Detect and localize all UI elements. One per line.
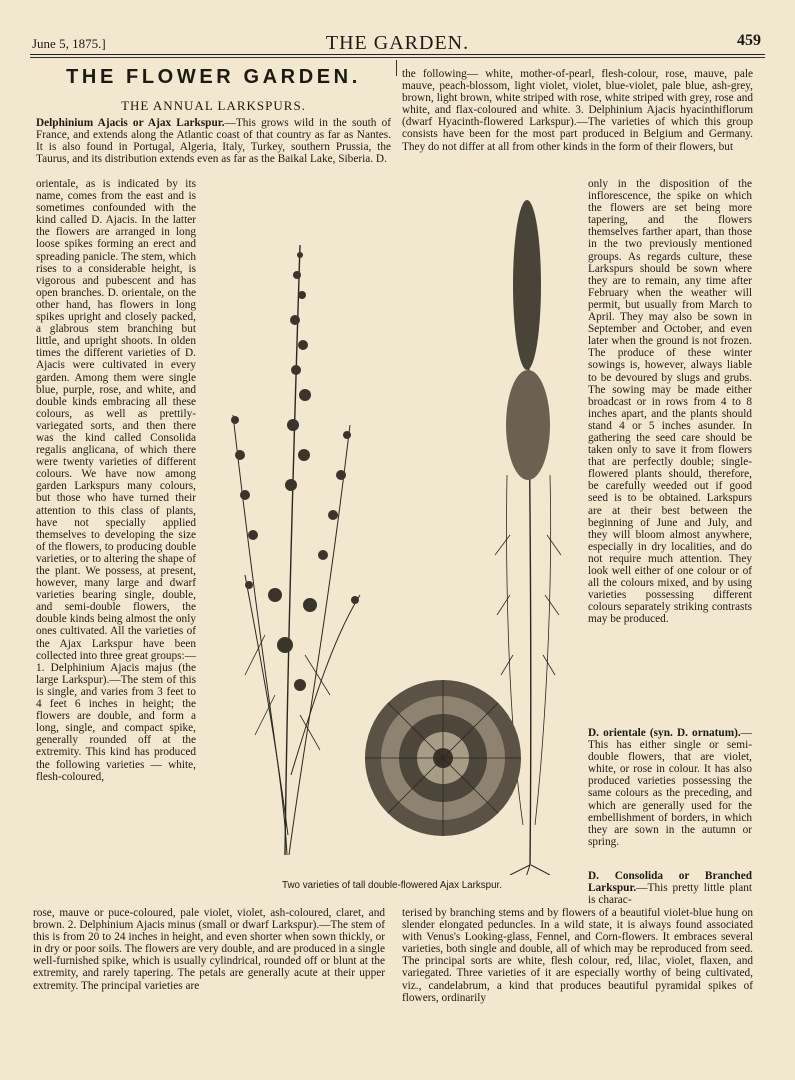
- section-title: THE FLOWER GARDEN.: [66, 66, 361, 88]
- consolida-lead: D. Consolida or Branched Larkspur.: [588, 870, 752, 895]
- orientale-paragraph: [588, 727, 752, 848]
- intro-text: —This grows wild in the south of France, and extends along the Atlantic coast of that country as far as Nantes. It is also found in Portugal, Algeria, Italy, Turkey, southern Prussia, the Taurus, and its distribution extends even as far as the Baikal Lake, Siberia. D.: [36, 117, 391, 166]
- left-column-text: orientale, as is indicated by its name, comes from the east and is sometimes confounded with the kind called D. Ajacis. In the latter the flowers are arranged in long loose spikes forming an erect and spreading panicle. The stem, which rises to a considerable height, is vigorous and pubescent and has open branches. D. orientale, on the other hand, has flowers in long spikes upright and closely packed, a glabrous stem branching but little, and upright shoots. In olden times the different varieties of D. Ajacis were cultivated in every garden. Among them were single blue, purple, rose, and white, and double kinds embracing all these colours, as well as prettily-variegated sorts, and then there was the kind called Consolida regalis anglicana, of which there were twenty varieties of different colours. We have now among garden Larkspurs many colours, but those who have turned their attention to this class of plants, have not specially applied themselves to developing the size of the flowers, to producing double varieties, or to altering the shape of the plant. We possess, at present, however, many large and dwarf varieties bearing single, double, and semi-double flowers, the double kinds being almost the only ones cultivated. All the varieties of the Ajax Larkspur have been collected into three great groups:— 1. Delphinium Ajacis majus (the large Larkspur).—The stem of this is single, and varies from 3 feet to 4 feet 6 inches in height; the flowers are double, and form a long, single, and compact spike, generally rounded off at the extremity. This kind has produced the following varieties — white, flesh-coloured,: [36, 178, 196, 783]
- intro-lead: Delphinium Ajacis or Ajax Larkspur.: [36, 117, 225, 129]
- right-top-text: the following— white, mother-of-pearl, flesh-colour, rose, mauve, pale mauve, peach-blossom, light violet, violet, blue-violet, pale blue, ash-grey, brown, light brown, white striped with rose, white striped with grey, rose and white, and flax-coloured and white. 3. Delphinium Ajacis hyacinthiflorum (dwarf Hyacinth-flowered Larkspur).—The varieties of which this group consists have been for the most part produced in Belgium and Germany. They do not differ at all from other kinds in the form of their flowers, but: [402, 68, 753, 153]
- header-page-number: 459: [737, 32, 761, 49]
- tall-larkspur-illustration: [231, 245, 360, 855]
- consolida-paragraph: [588, 870, 752, 906]
- right-column-text: only in the disposition of the inflorescence, the spike on which the flowers are set being more tapering, and the flowers themselves farther apart, than those in the two previously mentioned groups. As regards culture, these Larkspurs should be sown where they are to remain, any time after February when the weather will permit, but usually from March to April. They may also be sown in September and October, and even later when the ground is not frozen. The produce of these winter sowings is, however, always liable to be devoured by slugs and grubs. The sowing may be made either broadcast or in rows from 4 to 8 inches apart, and the plants should stand 4 or 5 inches asunder. In gathering the seed care should be taken only to save it from flowers that are perfectly double; single-flowered plants should, therefore, be carefully weeded out if good seed is to be obtained. Larkspurs are at their best between the beginning of June and July, and they will bloom almost anywhere, especially in dry localities, and do not require much attention. They look well either of one colour or of all the colours mixed, and by using varieties possessing different colours separately striking contrasts may be produced.: [588, 178, 752, 626]
- consolida-text: —This pretty little plant is charac-: [588, 882, 752, 907]
- column-rule: [396, 60, 397, 76]
- header-rule: [30, 57, 765, 58]
- article-subtitle: THE ANNUAL LARKSPURS.: [121, 98, 306, 113]
- right-bottom-text: terised by branching stems and by flowers of a beautiful violet-blue hung on slender elongated peduncles. In a wild state, it is always found associated with Venus's Looking-glass, Fennel, and Corn-flowers. It embraces several varieties, both single and double, all of which may be reproduced from seed. The principal sorts are white, flesh colour, red, lilac, violet, flaxen, and variegated. Three varieties of it are especially worthy of being cultivated, viz., candelabrum, a kind that produces beautiful pyramidal spikes of flowers, ordinarily: [402, 907, 753, 1004]
- left-bottom-text: rose, mauve or puce-coloured, pale violet, violet, ash-coloured, claret, and brown. 2. Delphinium Ajacis minus (small or dwarf Larkspur).—The stem of this is from 20 to 24 inches in height, and even shorter when sown thickly, or in dry or poor soils. The flowers are very double, and are produced in a single well-furnished spike, which is usually cylindrical, rounded off or blunt at the extremity, and rarely tapering. The petals are generally acute at their upper extremity. The principal varieties are: [33, 907, 385, 992]
- orientale-text: —This has either single or semi-double flowers, that are violet, white, or rose in colour. It has also produced varieties possessing the same colours as the preceding, and which are generally used for the embellishment of borders, in which they are sown in the autumn or spring.: [588, 727, 752, 848]
- intro-paragraph: [36, 117, 391, 165]
- header-date: June 5, 1875.]: [32, 36, 106, 51]
- illustration-caption: Two varieties of tall double-flowered Ajax Larkspur.: [282, 880, 502, 891]
- larkspur-engraving: [205, 175, 585, 875]
- ajax-flower-clusters: [231, 252, 359, 691]
- rosette-flower-illustration: [365, 680, 521, 836]
- dense-flower-spike: [513, 200, 541, 370]
- header-title: THE GARDEN.: [325, 32, 470, 54]
- orientale-lead: D. orientale (syn. D. ornatum).: [588, 727, 741, 739]
- page-header: [30, 28, 765, 55]
